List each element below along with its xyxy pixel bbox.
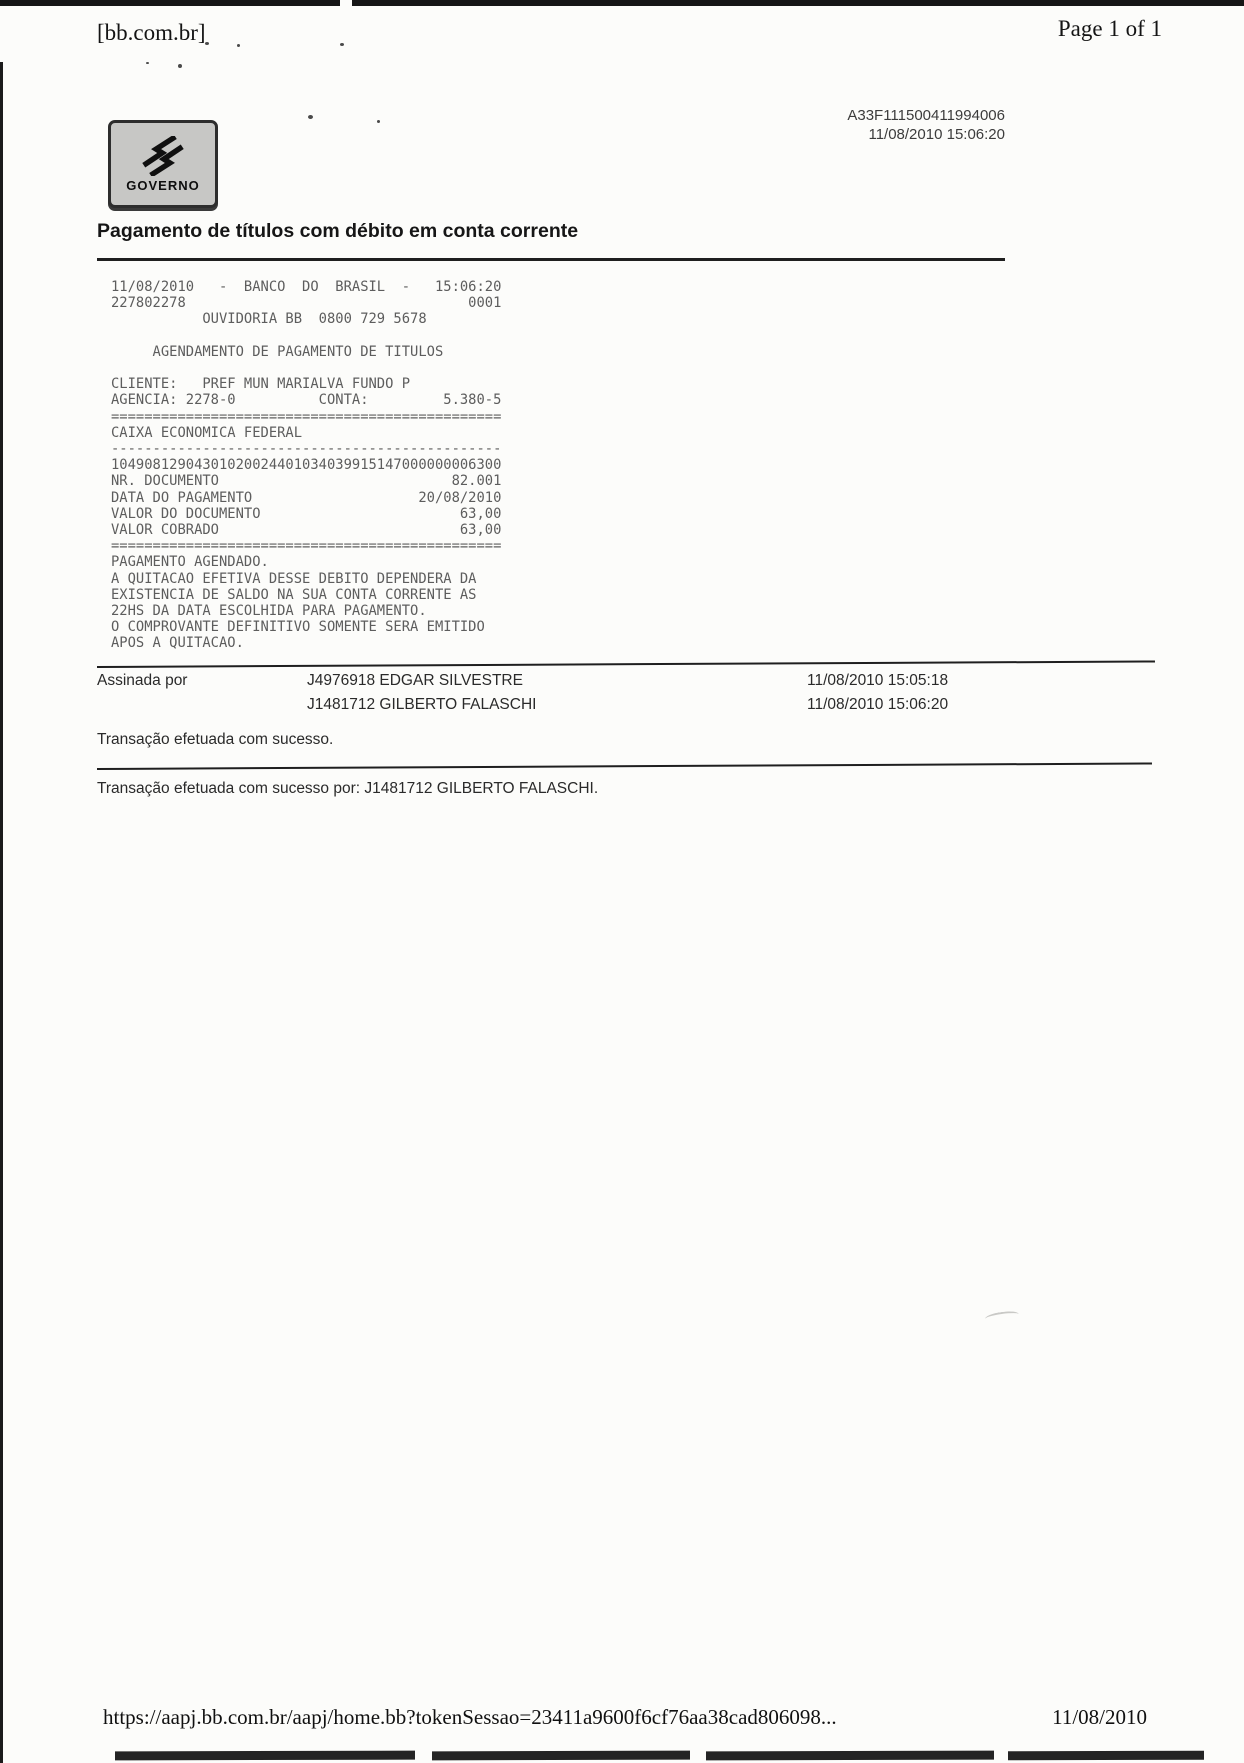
transaction-divider — [97, 762, 1152, 770]
receipt-line: 227802278 0001 — [111, 295, 502, 312]
doc-meta — [847, 106, 1005, 144]
footer-date: 11/08/2010 — [1052, 1705, 1147, 1729]
scan-speck — [237, 44, 240, 47]
signature-divider — [97, 660, 1155, 668]
transaction-status: Transação efetuada com sucesso. — [97, 731, 334, 748]
header-site-label: [bb.com.br] — [97, 20, 206, 45]
signer-datetime: 11/08/2010 15:06:20 — [807, 696, 949, 713]
signer-name: J1481712 GILBERTO FALASCHI — [307, 696, 537, 713]
transaction-status-by: Transação efetuada com sucesso por: J1481712 GILBERTO FALASCHI. — [97, 780, 599, 797]
logo-governo-label: GOVERNO — [126, 177, 200, 193]
receipt-line-valor-cobrado: VALOR COBRADO 63,00 — [111, 522, 502, 539]
scan-speck — [377, 120, 380, 123]
signature-block — [97, 672, 1157, 714]
receipt-line-valor-documento: VALOR DO DOCUMENTO 63,00 — [111, 505, 502, 522]
receipt-line-data-pagamento: DATA DO PAGAMENTO 20/08/2010 — [111, 489, 502, 506]
scan-edge-top — [352, 0, 1244, 6]
receipt-line-beneficiario: CAIXA ECONOMICA FEDERAL — [111, 424, 303, 441]
scan-speck — [146, 62, 149, 64]
receipt-line-agencia-conta: AGENCIA: 2278-0 CONTA: 5.380-5 — [111, 392, 502, 409]
receipt-separator: ----------------------------------------------- — [111, 441, 502, 457]
print-footer — [103, 1705, 1147, 1730]
bb-symbol-icon — [138, 136, 188, 176]
receipt-line-nr-documento: NR. DOCUMENTO 82.001 — [111, 473, 502, 490]
receipt-line: OUVIDORIA BB 0800 729 5678 — [111, 311, 427, 328]
scan-speck — [308, 115, 313, 119]
scan-edge-bottom — [115, 1751, 415, 1761]
scan-speck — [340, 43, 344, 46]
scan-edge-top — [0, 0, 340, 6]
signer-name: J4976918 EDGAR SILVESTRE — [307, 672, 523, 689]
scan-speck — [205, 42, 209, 45]
receipt-line-cliente: CLIENTE: PREF MUN MARIALVA FUNDO P — [111, 376, 411, 393]
footer-url: https://aapj.bb.com.br/aapj/home.bb?tokenSessao=23411a9600f6cf76aa38cad806098... — [103, 1705, 837, 1729]
receipt-line: 11/08/2010 - BANCO DO BRASIL - 15:06:20 — [111, 279, 502, 295]
receipt-line-aviso: PAGAMENTO AGENDADO. — [111, 554, 269, 571]
receipt-separator: =============================================== — [111, 538, 502, 555]
title-divider — [97, 258, 1005, 261]
receipt-separator: =============================================== — [111, 408, 502, 425]
scan-smudge — [985, 1310, 1020, 1324]
receipt-line-aviso: 22HS DA DATA ESCOLHIDA PARA PAGAMENTO. — [111, 603, 427, 620]
scan-edge-bottom — [706, 1751, 994, 1761]
scan-edge-bottom — [432, 1751, 690, 1761]
signer-datetime: 11/08/2010 15:05:18 — [807, 672, 949, 689]
signature-label-spacer — [97, 696, 307, 714]
receipt-line — [111, 360, 501, 376]
doc-datetime: 11/08/2010 15:06:20 — [868, 126, 1005, 143]
page-title: Pagamento de títulos com débito em conta corrente — [97, 220, 579, 242]
scan-speck — [178, 64, 182, 68]
scan-edge-left — [0, 62, 3, 1763]
receipt-line: AGENDAMENTO DE PAGAMENTO DE TITULOS — [111, 343, 444, 360]
receipt-line-aviso: A QUITACAO EFETIVA DESSE DEBITO DEPENDERA DA — [111, 570, 477, 587]
banco-do-brasil-logo — [108, 120, 218, 208]
receipt-line-aviso: APOS A QUITACAO. — [111, 635, 244, 652]
scan-edge-bottom — [1008, 1751, 1204, 1761]
receipt-line-aviso: O COMPROVANTE DEFINITIVO SOMENTE SERA EMITIDO — [111, 619, 485, 636]
receipt-line — [111, 328, 501, 344]
receipt-line-codigo-barras: 10490812904301020024401034039915147000000006300 — [111, 457, 502, 474]
header-page-number: Page 1 of 1 — [1057, 16, 1162, 41]
receipt-body — [111, 279, 501, 652]
receipt-line-aviso: EXISTENCIA DE SALDO NA SUA CONTA CORRENTE AS — [111, 586, 477, 603]
auth-code: A33F111500411994006 — [847, 107, 1005, 124]
signature-label: Assinada por — [97, 672, 188, 689]
